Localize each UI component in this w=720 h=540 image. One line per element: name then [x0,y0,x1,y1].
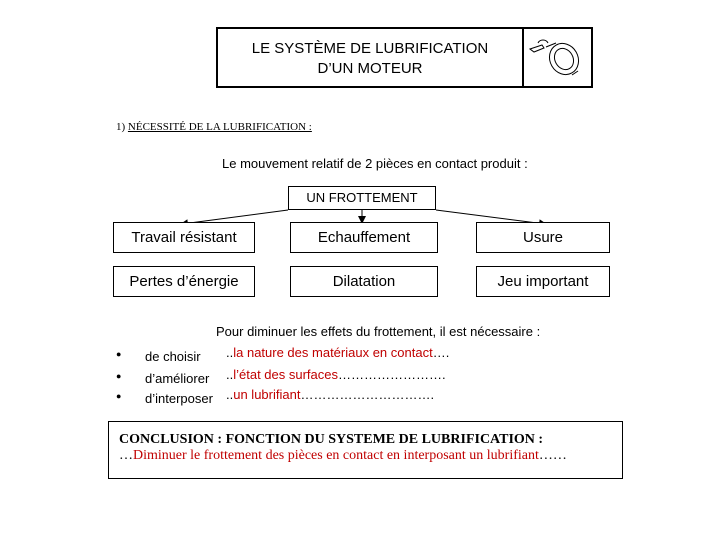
list-item-answer: ..la nature des matériaux en contact…. [226,345,450,360]
conclusion-title: CONCLUSION : FONCTION DU SYSTEME DE LUBRIFICATION : [119,432,544,447]
list-item-verb: d’améliorer [145,371,210,386]
section-number: 1) [116,121,126,133]
intro-text: Le mouvement relatif de 2 pièces en contact produit : [222,156,528,171]
conclusion-text: …Diminuer le frottement des pièces en contact en interposant un lubrifiant…… [119,448,567,463]
bullet-icon: ● [116,349,122,359]
effect-usure: Usure [476,222,610,253]
effect-travail-resistant: Travail résistant [113,222,255,253]
section-title: NÉCESSITÉ DE LA LUBRIFICATION : [127,121,312,133]
remedy-list [116,345,516,409]
list-item-verb: d’interposer [145,391,213,406]
title-line-2: D’UN MOTEUR [317,60,423,77]
effect-pertes-energie: Pertes d’énergie [113,266,255,297]
remedy-intro: Pour diminuer les effets du frottement, il est nécessaire : [216,324,541,339]
list-item-answer: ..l’état des surfaces……………………. [226,367,446,382]
title-line-1: LE SYSTÈME DE LUBRIFICATION [251,40,489,57]
list-item-verb: de choisir [145,349,201,364]
effect-echauffement: Echauffement [290,222,438,253]
frottement-box: UN FROTTEMENT [288,186,436,210]
bullet-icon: ● [116,391,122,401]
list-item-answer: ..un lubrifiant…………………………. [226,387,435,402]
bullet-icon: ● [116,371,122,381]
effect-dilatation: Dilatation [290,266,438,297]
conclusion-box [108,421,623,479]
effect-jeu-important: Jeu important [476,266,610,297]
